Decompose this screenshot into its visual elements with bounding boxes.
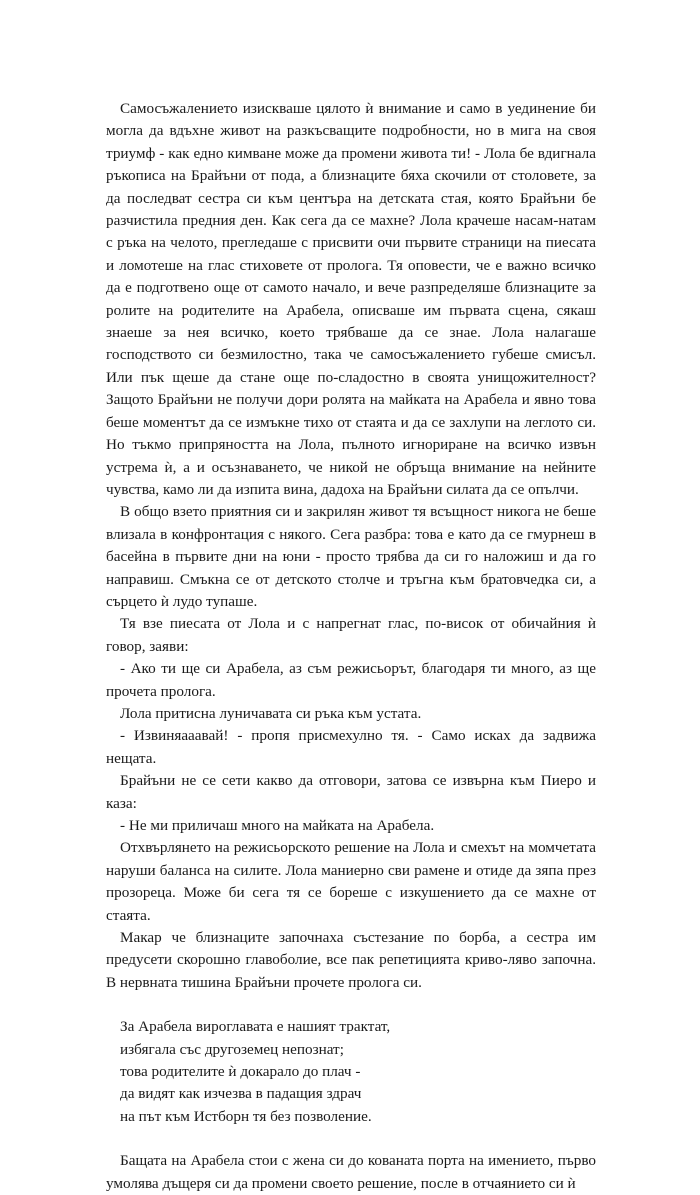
- poem-line: това родителите ѝ докарало до плач -: [120, 1063, 361, 1081]
- poem-line: За Арабела вироглавата е нашият трактат,: [120, 1018, 391, 1036]
- prologue-poem: [120, 1016, 596, 1128]
- dialogue-line: - Извиняааавай! - пропя присмехулно тя. - Само исках да задвижа нещата.: [106, 727, 596, 767]
- body-text: [106, 98, 596, 1195]
- dialogue-line: - Не ми приличаш много на майката на Арабела.: [120, 817, 435, 834]
- paragraph: Отхвърлянето на режисьорското решение на Лола и смехът на момчетата наруши баланса на силите. Лола маниерно сви рамене и отиде да зяпа през прозореца. Може би сега тя се бореше с изкушението да се махне от стаята.: [106, 839, 596, 924]
- paragraph: В общо взето приятния си и закрилян живот тя всъщност никога не беше влизала в конфронтация с някого. Сега разбра: това е като да се гмурнеш в басейна в първите дни на юни - просто трябва да си го наложиш и да го направиш. Смъкна се от детското столче и тръгна към братовчедка си, а сърцето ѝ лудо тупаше.: [106, 503, 596, 610]
- poem-line: на път към Истборн тя без позволение.: [120, 1107, 372, 1125]
- paragraph: Брайъни не се сети какво да отговори, затова се извърна към Пиеро и каза:: [106, 772, 596, 812]
- paragraph: Макар че близнаците започнаха състезание по борба, а сестра им предусети скорошно главоболие, все пак репетицията криво-ляво започна. В нервната тишина Брайъни прочете пролога си.: [106, 929, 596, 991]
- poem-line: да видят как изчезва в падащия здрач: [120, 1085, 362, 1103]
- paragraph: Тя взе пиесата от Лола и с напрегнат глас, по-висок от обичайния ѝ говор, заяви:: [106, 615, 596, 655]
- dialogue-line: - Ако ти ще си Арабела, аз съм режисьорът, благодаря ти много, аз ще прочета пролога.: [106, 660, 596, 700]
- paragraph: Бащата на Арабела стои с жена си до кованата порта на имението, първо умолява дъщеря си да промени своето решение, после в отчаянието си ѝ: [106, 1152, 596, 1192]
- paragraph: Самосъжалението изискваше цялото ѝ внимание и само в уединение би могла да вдъхне живот на разкъсващите подробности, но в мига на своя триумф - как едно кимване може да промени живота ти! - Лола бе вдигнала ръкописа на Брайъни от пода, а близнаците бяха скочили от столовете, за да последват сестра си към центъра на детската стая, която Брайъни бе разчистила предния ден. Как сега да се махне? Лола крачеше насам-натам с ръка на челото, прегледаше с присвити очи първите страници на пиесата и ломотеше на глас стиховете от пролога. Тя оповести, че е важно всичко да е подготвено още от самото начало, и вече разпределяше близнаците за ролите на родителите на Арабела, описваше им първата сцена, сякаш знаеше за нея всичко, което трябваше да се знае. Лола налагаше господството си безмилостно, така че самосъжалението губеше смисъл. Или пък щеше да стане още по-сладостно в своята унищожителност? Защото Брайъни не получи дори ролята на майката на Арабела и явно това беше моментът да се измъкне тихо от стаята и да се захлупи на леглото си. Но тъкмо припряността на Лола, пълното игнориране на всичко извън устрема ѝ, а и осъзнаването, че никой не обръща внимание на нейните чувства, камо ли да изпита вина, дадоха на Брайъни силата да се опълчи.: [106, 100, 596, 498]
- poem-line: избягала със другоземец непознат;: [120, 1040, 344, 1058]
- paragraph: Лола притисна луничавата си ръка към устата.: [120, 704, 422, 722]
